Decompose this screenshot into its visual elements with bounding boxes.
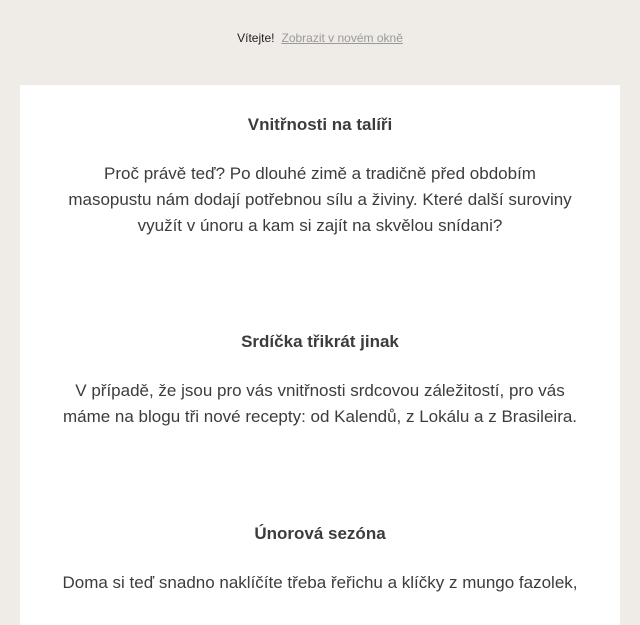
section-title: Srdíčka třikrát jinak — [241, 332, 399, 351]
newsletter-content-card — [20, 85, 620, 625]
section-title: Únorová sezóna — [254, 524, 386, 543]
section-title: Vnitřnosti na talíři — [247, 115, 393, 134]
section-body: V případě, že jsou pro vás vnitřnosti srdcovou záležitostí, pro vás máme na blogu tři nové recepty: od Kalendů, z Lokálu a z Brasileira. — [62, 381, 578, 426]
section-body: Proč právě teď? Po dlouhé zimě a tradičně před obdobím masopustu nám dodají potřebnou sílu a živiny. Které další suroviny využít v únoru a kam si zajít na skvělou snídani? — [68, 164, 572, 235]
preheader — [0, 0, 640, 76]
open-in-new-window-link[interactable]: Zobrazit v novém okně — [281, 31, 403, 45]
section-february-season — [20, 524, 620, 596]
section-hearts-three-ways — [20, 332, 620, 430]
section-offal-on-plate — [20, 115, 620, 239]
greeting-text: Vítejte! — [237, 31, 275, 45]
section-body: Doma si teď snadno naklíčíte třeba řeřichu a klíčky z mungo fazolek, — [62, 573, 578, 592]
